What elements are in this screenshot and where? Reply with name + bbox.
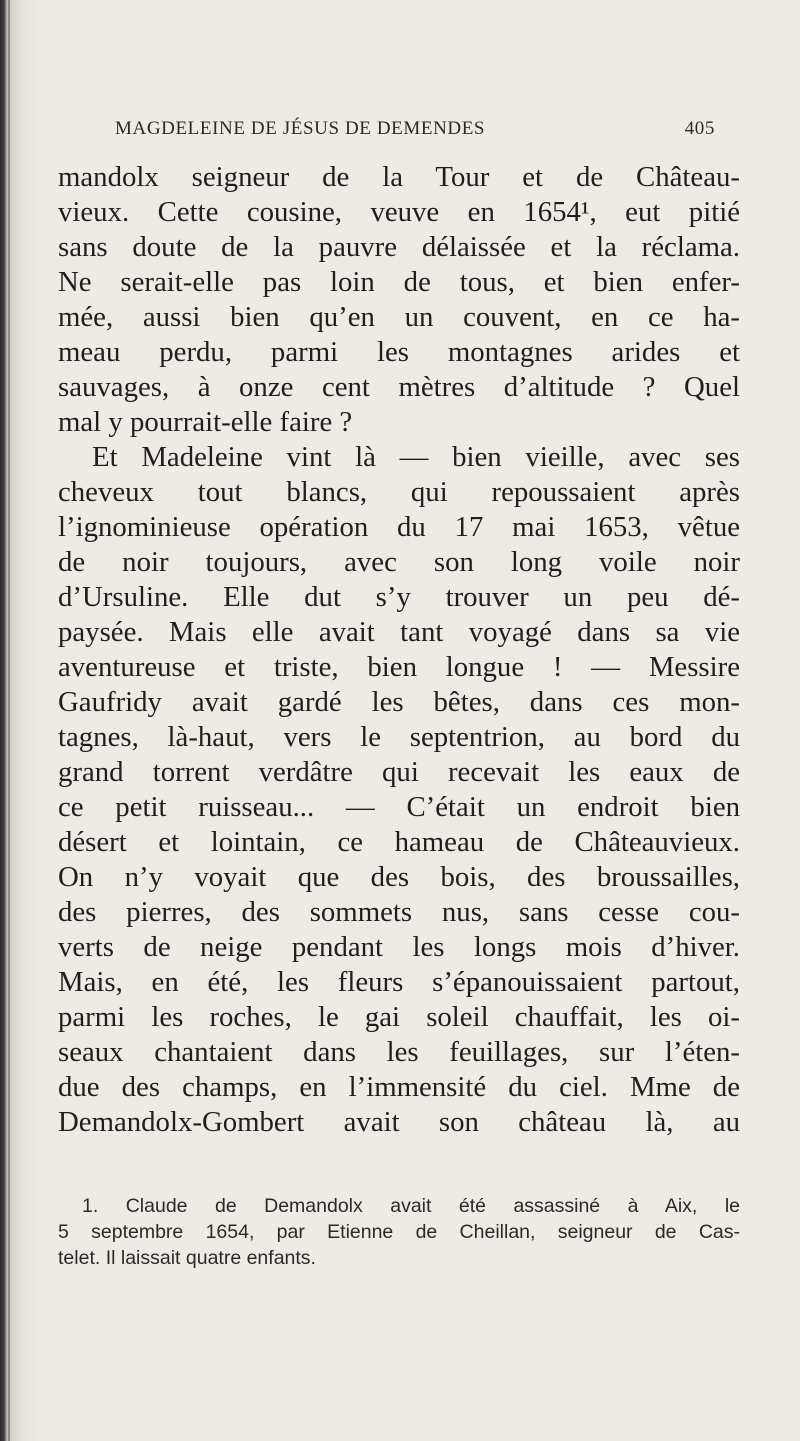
binding-shadow-line	[8, 0, 10, 1441]
text-line: mal y pourrait-elle faire ?	[58, 406, 353, 438]
text-line: Ne serait-elle pas loin de tous, et bien enfer-	[58, 266, 740, 298]
footnote-line: 1. Claude de Demandolx avait été assassiné à Aix, le	[82, 1195, 740, 1217]
text-line: seaux chantaient dans les feuillages, sur l’éten-	[58, 1036, 740, 1068]
text-line: aventureuse et triste, bien longue ! — Messire	[58, 651, 740, 683]
text-line: On n’y voyait que des bois, des broussailles,	[58, 861, 740, 893]
text-line: mée, aussi bien qu’en un couvent, en ce ha-	[58, 301, 740, 333]
text-line: verts de neige pendant les longs mois d’hiver.	[58, 931, 740, 963]
footnote-line: telet. Il laissait quatre enfants.	[58, 1247, 316, 1269]
body-text	[58, 160, 740, 1140]
text-line: d’Ursuline. Elle dut s’y trouver un peu dé-	[58, 581, 740, 613]
text-line: ce petit ruisseau... — C’était un endroit bien	[58, 791, 740, 823]
text-line: cheveux tout blancs, qui repoussaient après	[58, 476, 740, 508]
footnote-line: 5 septembre 1654, par Etienne de Cheillan, seigneur de Cas-	[58, 1221, 740, 1243]
text-line: l’ignominieuse opération du 17 mai 1653, vêtue	[58, 511, 740, 543]
text-line: meau perdu, parmi les montagnes arides et	[58, 336, 740, 368]
text-line: Mais, en été, les fleurs s’épanouissaient partout,	[58, 966, 740, 998]
footnotes	[58, 1193, 740, 1271]
page-number: 405	[684, 118, 715, 139]
text-line: paysée. Mais elle avait tant voyagé dans sa vie	[58, 616, 740, 648]
text-line: tagnes, là-haut, vers le septentrion, au bord du	[58, 721, 740, 753]
text-line: sans doute de la pauvre délaissée et la réclama.	[58, 231, 740, 263]
page-header	[115, 118, 715, 142]
text-line: grand torrent verdâtre qui recevait les eaux de	[58, 756, 740, 788]
book-binding-edge	[0, 0, 40, 1441]
running-title: MAGDELEINE DE JÉSUS DE DEMENDES	[115, 118, 486, 139]
text-line: due des champs, en l’immensité du ciel. Mme de	[58, 1071, 740, 1103]
text-line: Et Madeleine vint là — bien vieille, avec ses	[92, 441, 740, 473]
text-line: vieux. Cette cousine, veuve en 1654¹, eut pitié	[58, 196, 740, 228]
text-line: des pierres, des sommets nus, sans cesse cou-	[58, 896, 740, 928]
text-line: de noir toujours, avec son long voile noir	[58, 546, 740, 578]
text-line: Demandolx-Gombert avait son château là, au	[58, 1106, 740, 1138]
text-line: Gaufridy avait gardé les bêtes, dans ces mon-	[58, 686, 740, 718]
text-line: mandolx seigneur de la Tour et de Château-	[58, 161, 740, 193]
text-line: désert et lointain, ce hameau de Châteauvieux.	[58, 826, 740, 858]
text-line: parmi les roches, le gai soleil chauffait, les oi-	[58, 1001, 740, 1033]
text-line: sauvages, à onze cent mètres d’altitude ? Quel	[58, 371, 740, 403]
